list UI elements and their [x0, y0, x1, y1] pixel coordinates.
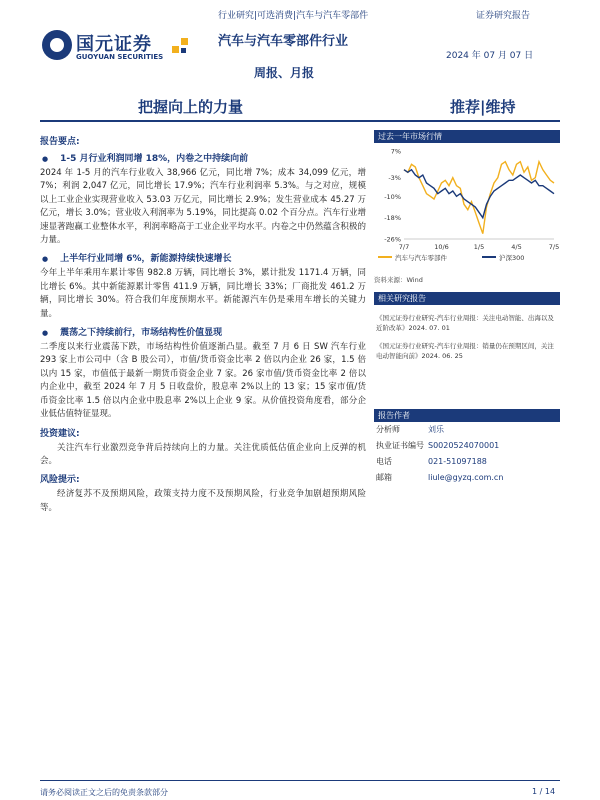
- related-report-item[interactable]: 《国元证券行业研究-汽车行业周报：关注电动智能、出海以及近阶改革》2024. 07. 01: [376, 314, 554, 332]
- x-tick-label: 4/5: [511, 243, 522, 251]
- related-reports-label: 相关研究报告: [374, 292, 560, 305]
- author-key: 分析师: [376, 425, 400, 434]
- page-number: 1 / 14: [532, 787, 556, 796]
- report-type: 周报、月报: [254, 66, 315, 80]
- author-key: 电话: [376, 457, 392, 466]
- logo-arrow-icon: [170, 32, 190, 58]
- section-heading: ● 震荡之下持续前行，市场结构性价值显现: [40, 325, 366, 338]
- author-value: 021-51097188: [428, 457, 487, 466]
- summary-column: [40, 130, 366, 515]
- author-row: [374, 422, 560, 438]
- y-tick-label: 7%: [390, 147, 401, 156]
- logo-name-cn: 国元证券: [76, 34, 152, 55]
- legend-label: 沪深300: [499, 254, 525, 262]
- author-label: 报告作者: [374, 409, 560, 422]
- header-divider: [40, 120, 560, 122]
- y-tick-label: -26%: [384, 235, 401, 244]
- company-logo: [42, 30, 192, 64]
- author-row: [374, 470, 560, 486]
- footer-divider: [40, 780, 560, 781]
- summary-label: 报告要点:: [40, 137, 80, 147]
- author-key: 执业证书编号: [376, 441, 424, 450]
- legend-label: 汽车与汽车零部件: [395, 254, 447, 262]
- y-tick-label: -10%: [384, 192, 401, 201]
- x-tick-label: 7/5: [548, 243, 560, 251]
- logo-name-en: GUOYUAN SECURITIES: [76, 53, 164, 61]
- author-row: [374, 454, 560, 470]
- x-tick-label: 10/6: [434, 243, 449, 251]
- author-row: [374, 438, 560, 454]
- section-heading: ● 上半年行业同增 6%，新能源持续快速增长: [40, 251, 366, 264]
- rating-badge: 推荐|维持: [450, 98, 516, 116]
- report-title: 把握向上的力量: [138, 98, 244, 116]
- advice-body: 关注汽车行业激烈竞争背后持续向上的力量。关注优质低估值企业向上反弹的机会。: [40, 442, 366, 466]
- x-tick-label: 1/5: [473, 243, 485, 251]
- author-value: 刘乐: [428, 425, 444, 434]
- section-body: 2024 年 1-5 月的汽车行业收入 38,966 亿元，同比增 7%；成本 34,099 亿元，增 7%；利润 2,047 亿元，同比增长 17.9%；汽车行业利润率 5.3%。与之对应，规模以上工业企业实现营业收入 53.03 万亿元，同比增长 2.9%；发生营业成本 45.27 万亿元，增长 3.0%；营业收入利润率为 5.19%，同比提高 0.02 个百分点。汽车行业增速显著跑赢工业整体水平，利润率略高于工业企业平均水平。内卷之中仍然蕴含积极的力量。: [40, 168, 366, 246]
- author-key: 邮箱: [376, 473, 392, 482]
- risk-body: 经济复苏不及预期风险，政策支持力度不及预期风险，行业竞争加剧超预期风险等。: [40, 489, 366, 513]
- sidebar-column: [374, 130, 560, 486]
- author-email[interactable]: liule@gyzq.com.cn: [428, 473, 504, 482]
- advice-label: 投资建议:: [40, 428, 80, 439]
- report-date: 2024 年 07 月 07 日: [446, 51, 534, 61]
- report-categories: 行业研究|可选消费|汽车与汽车零部件: [218, 11, 369, 21]
- report-kind: 证券研究报告: [476, 11, 531, 21]
- industry-name: 汽车与汽车零部件行业: [218, 34, 349, 49]
- section-body: 今年上半年乘用车累计零售 982.8 万辆，同比增长 3%，累计批发 1171.4 万辆，同比增长 6%。其中新能源累计零售 411.9 万辆，同比增长 33%；厂商批发 461.2 万辆，同比增长 30%。符合我们年度预期水平。新能源汽车仍是乘用车增长的关键力量。: [40, 268, 366, 319]
- x-tick-label: 7/7: [398, 243, 410, 251]
- logo-emblem-icon: [42, 30, 72, 60]
- risk-label: 风险提示:: [40, 475, 80, 486]
- chart-source: 资料来源：Wind: [374, 276, 423, 284]
- related-report-item[interactable]: 《国元证券行业研究-汽车行业周报：销量仍在预期区间，关注电动智能向前》2024. 06. 25: [376, 342, 554, 360]
- y-tick-label: -3%: [388, 174, 401, 183]
- footer-disclaimer: 请务必阅读正文之后的免责条款部分: [40, 788, 168, 797]
- series-line: [404, 162, 554, 234]
- chart-title: 过去一年市场行情: [374, 130, 560, 143]
- section-body: 二季度以来行业震荡下跌，市场结构性价值逐渐凸显。截至 7 月 6 日 SW 汽车行业 293 家上市公司中（含 B 股公司），市值/货币资金比率 2 倍以内企业 26 家，1.5 倍以内 15 家，市值低于最新一期货币资金企业 7 家。26 家市值/货币资金比率 2 倍以内企业中，截至 2024 年 7 月 5 日收盘价，股息率 2%以上的 13 家；15 家市值/货币资金比率 1.5 倍以内企业中股息率 2%以上企业 9 家。从价值投资角度看，部分企业低估值特征显现。: [40, 342, 366, 420]
- market-chart: [374, 143, 560, 269]
- author-value: S0020524070001: [428, 441, 500, 450]
- y-tick-label: -18%: [384, 214, 401, 223]
- section-heading: ● 1-5 月行业利润同增 18%，内卷之中持续向前: [40, 151, 366, 164]
